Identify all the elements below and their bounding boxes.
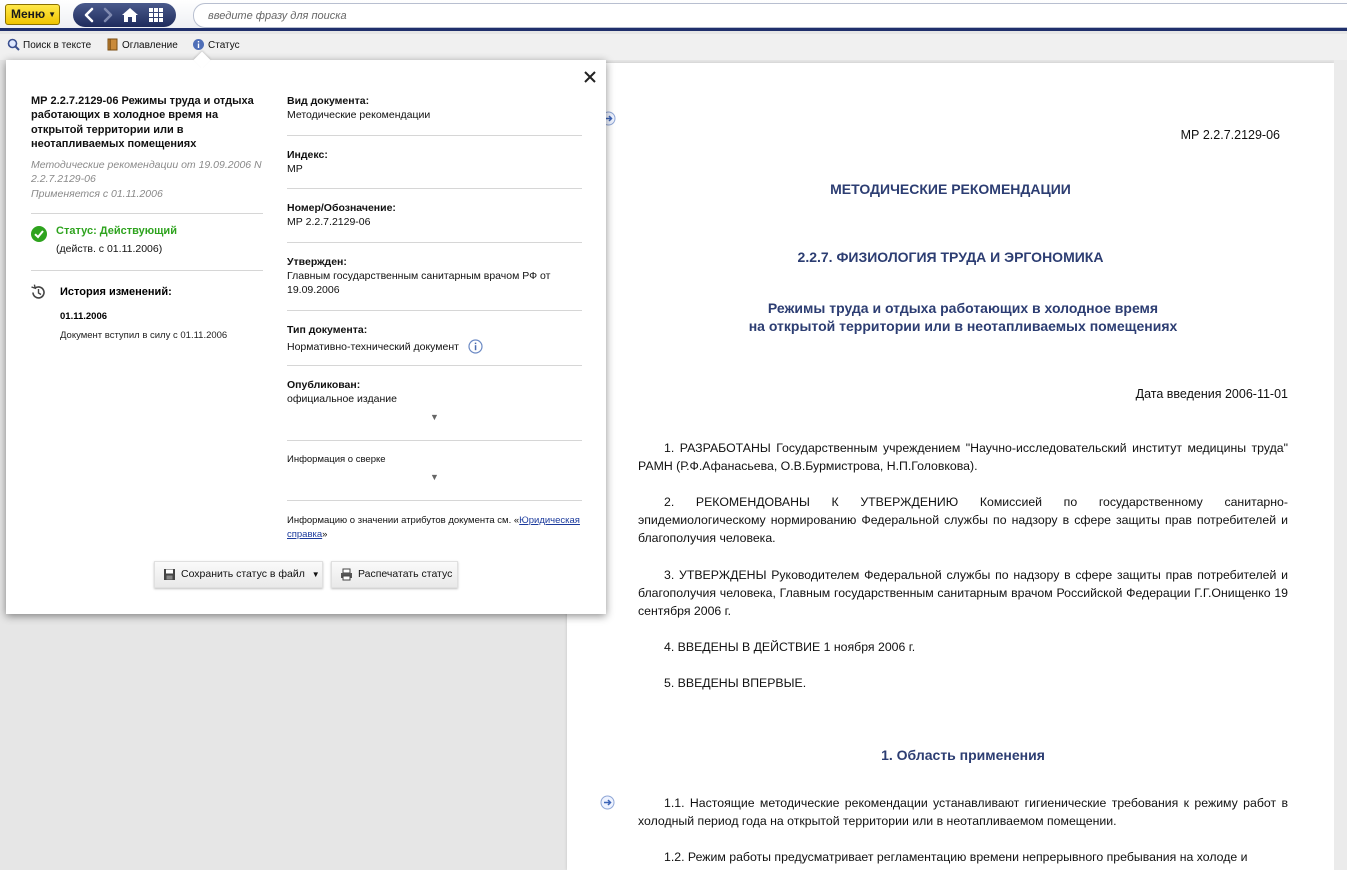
search-in-text-label: Поиск в тексте: [23, 40, 92, 51]
section-heading: 2.2.7. ФИЗИОЛОГИЯ ТРУДА И ЭРГОНОМИКА: [797, 249, 1104, 265]
book-icon: [106, 38, 119, 51]
field-index: [287, 149, 582, 176]
expand-published-icon[interactable]: ▼: [430, 412, 439, 422]
panel-document-title: МР 2.2.7.2129-06 Режимы труда и отдыха работающих в холодное время на открытой территории или в неотапливаемых помещениях: [31, 95, 254, 151]
check-circle-icon: [31, 226, 47, 242]
field-label: Вид документа:: [287, 95, 370, 107]
note-suffix: »: [322, 529, 328, 540]
floppy-disk-icon: [163, 568, 176, 581]
paragraph-link-icon[interactable]: [600, 795, 615, 810]
paragraph: 5. ВВЕДЕНЫ ВПЕРВЫЕ.: [664, 676, 807, 690]
home-icon[interactable]: [119, 5, 141, 25]
field-label: Индекс:: [287, 149, 328, 161]
subtitle-line: Применяется с 01.11.2006: [31, 187, 163, 200]
field-number: [287, 202, 582, 229]
search-box: [193, 3, 1347, 28]
search-input[interactable]: [208, 4, 1308, 27]
history-description: Документ вступил в силу с 01.11.2006: [60, 330, 228, 341]
top-bar: [0, 0, 1347, 31]
divider: [31, 213, 263, 214]
field-value: Методические рекомендации: [287, 109, 431, 121]
paragraph: 4. ВВЕДЕНЫ В ДЕЙСТВИЕ 1 ноября 2006 г.: [664, 640, 916, 654]
navigation-pill: [73, 3, 176, 27]
chevron-down-icon: ▼: [311, 570, 320, 579]
field-published: [287, 379, 582, 406]
paragraph: 3. УТВЕРЖДЕНЫ Руководителем Федеральной службы по надзору в сфере защиты прав потребителей и благополучия человека, Главным государственным санитарным врачом Российской Федерации Г.Г.Онищенко 19 сентября 2006 г.: [638, 568, 1288, 618]
status-button[interactable]: [192, 38, 240, 54]
menu-button[interactable]: [5, 4, 60, 25]
print-status-label: Распечатать статус: [358, 568, 453, 580]
document-code: МР 2.2.7.2129-06: [1180, 128, 1280, 142]
field-doc-kind: [287, 95, 582, 122]
field-value: МР: [287, 163, 303, 175]
chevron-down-icon: ▼: [48, 10, 57, 19]
attributes-note: [287, 514, 582, 542]
panel-document-subtitle: [31, 158, 264, 201]
close-icon[interactable]: [582, 69, 598, 85]
document-heading: МЕТОДИЧЕСКИЕ РЕКОМЕНДАЦИИ: [830, 181, 1071, 197]
paragraph: 1.2. Режим работы предусматривает регламентацию времени непрерывного пребывания на холоде и: [664, 850, 1248, 864]
history-icon: [30, 284, 47, 301]
field-doc-type: [287, 324, 582, 354]
field-value: Нормативно-технический документ: [287, 341, 459, 353]
save-status-label: Сохранить статус в файл: [181, 568, 305, 580]
grid-apps-icon[interactable]: [145, 5, 167, 25]
divider: [287, 242, 582, 243]
field-label: Утвержден:: [287, 256, 347, 268]
paragraph: 1. РАЗРАБОТАНЫ Государственным учреждением "Научно-исследовательский институт медицины труда" РАМН (Р.Ф.Афанасьева, О.В.Бурмистрова, Н.П.Головкова).: [638, 441, 1288, 473]
field-value: Главным государственным санитарным врачом РФ от 19.09.2006: [287, 270, 551, 296]
document-title-line2: на открытой территории или в неотапливаемых помещениях: [748, 318, 1178, 334]
info-icon: [192, 38, 205, 51]
status-date: (действ. с 01.11.2006): [56, 243, 163, 255]
field-label: Тип документа:: [287, 324, 368, 336]
divider: [31, 270, 263, 271]
printer-icon: [340, 568, 353, 581]
legal-reference-link[interactable]: Юридическая справка: [287, 515, 580, 540]
save-status-button[interactable]: [154, 561, 323, 588]
contents-button[interactable]: [106, 38, 178, 54]
section1-heading: 1. Область применения: [881, 747, 1045, 763]
document-title: [567, 299, 1347, 335]
history-title: История изменений:: [60, 286, 172, 298]
divider: [287, 440, 582, 441]
print-status-button[interactable]: [331, 561, 458, 588]
note-prefix: Информацию о значении атрибутов документа см. «: [287, 515, 520, 526]
history-date: 01.11.2006: [60, 311, 108, 322]
field-value: МР 2.2.7.2129-06: [287, 216, 371, 228]
contents-label: Оглавление: [122, 40, 178, 51]
paragraph: 1.1. Настоящие методические рекомендации устанавливают гигиенические требования к режиму работ в холодный период года на открытой территории или в неотапливаемом помещении.: [638, 796, 1288, 828]
divider: [287, 135, 582, 136]
expand-reconciliation-icon[interactable]: ▼: [430, 472, 439, 482]
document-title-line1: Режимы труда и отдыха работающих в холодное время: [767, 300, 1159, 316]
divider: [287, 310, 582, 311]
divider: [287, 500, 582, 501]
menu-button-label: Меню: [11, 7, 46, 21]
info-circle-icon[interactable]: [468, 339, 483, 354]
divider: [287, 365, 582, 366]
search-in-text-button[interactable]: [7, 38, 91, 54]
reconciliation-info-label: Информация о сверке: [287, 454, 386, 465]
intro-date: Дата введения 2006-11-01: [1135, 387, 1288, 401]
subtitle-line: Методические рекомендации от 19.09.2006 N 2.2.7.2129-06: [31, 159, 262, 186]
field-value-row: [287, 339, 582, 354]
status-panel: [6, 60, 606, 614]
divider: [287, 188, 582, 189]
field-label: Опубликован:: [287, 379, 361, 391]
magnifier-icon: [7, 38, 20, 51]
forward-arrow-icon[interactable]: [97, 5, 119, 25]
field-label: Номер/Обозначение:: [287, 202, 396, 214]
paragraph: 2. РЕКОМЕНДОВАНЫ К УТВЕРЖДЕНИЮ Комиссией по государственному санитарно-эпидемиологическому нормированию Федеральной службы по надзору в сфере защиты прав потребителей и благополучия человека.: [638, 495, 1288, 545]
status-value: Статус: Действующий: [56, 225, 177, 237]
field-value: официальное издание: [287, 393, 397, 405]
status-label: Статус: [208, 40, 240, 51]
field-approved: [287, 256, 582, 297]
